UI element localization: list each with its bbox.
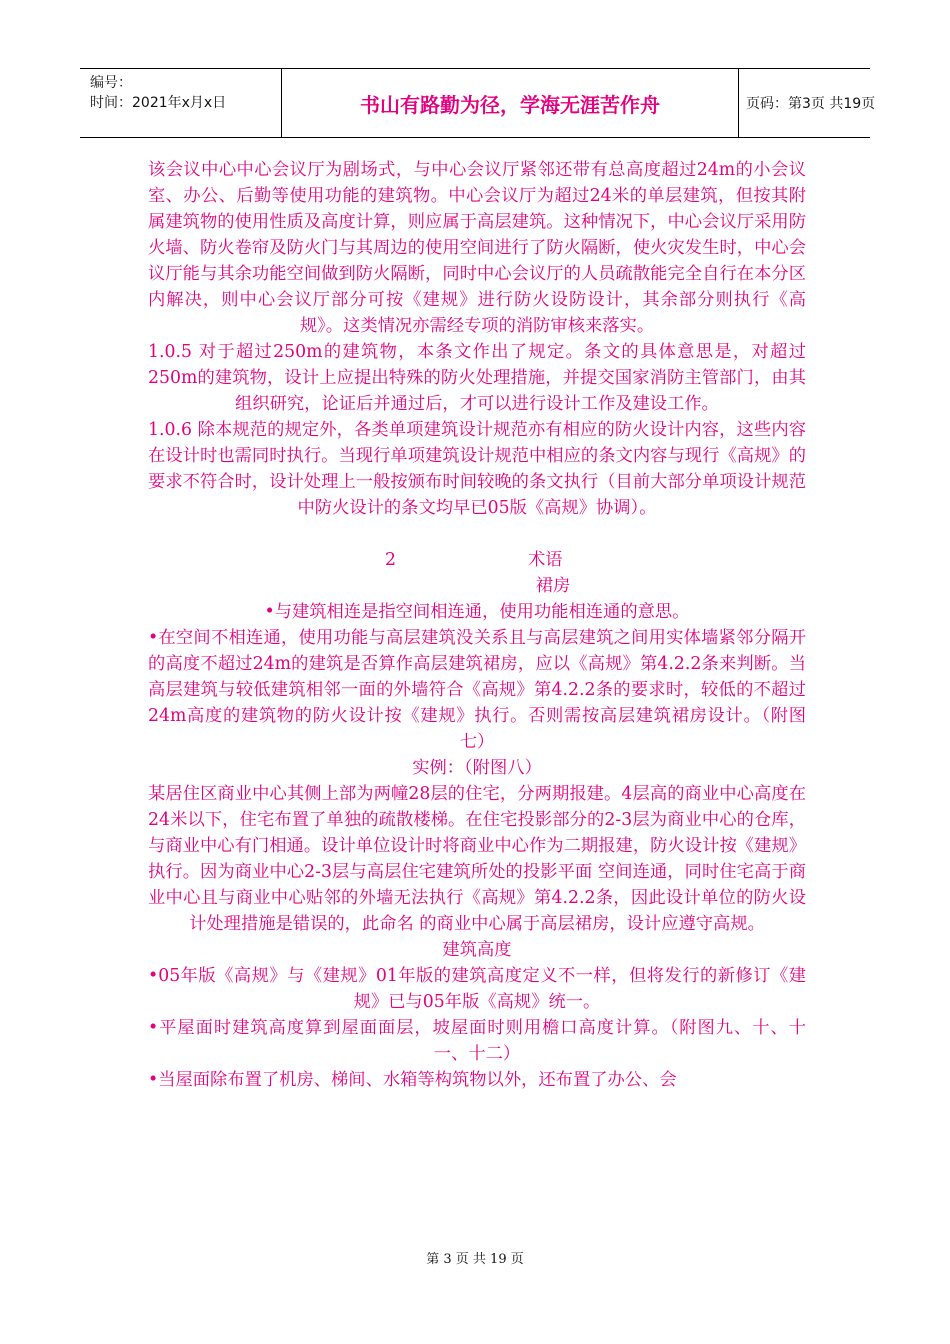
paragraph-conference-hall: 该会议中心中心会议厅为剧场式，与中心会议厅紧邻还带有总高度超过24m的小会议室、办公、后勤等使用功能的建筑物。中心会议厅为超过24米的单层建筑，但按其附属建筑物的使用性质及高度计算，则应属于高层建筑。这种情况下，中心会议厅采用防火墙、防火卷帘及防火门与其周边的使用空间进行了防火隔断，使火灾发生时，中心会议厅能与其余功能空间做到防火隔断，同时中心会议厅的人员疏散能完全自行在本分区内解决，则中心会议厅部分可按《建规》进行防火设防设计，其余部分则执行《高规》。这类情况亦需经专项的消防审核来落实。 [148, 160, 806, 336]
doc-date-label: 时间：2021年x月x日 [90, 95, 227, 111]
section-title: 术语 [528, 550, 563, 570]
subheading-podium: 裙房 [535, 576, 571, 596]
header-meta [80, 69, 280, 137]
page-footer: 第 3 页 共 19 页 [426, 1252, 524, 1267]
header-page-number: 页码：第3页 共19页 [746, 96, 876, 112]
example-heading: 实例：（附图八） [412, 758, 542, 778]
document-body [148, 157, 806, 1093]
subheading-building-height: 建筑高度 [442, 940, 512, 960]
doc-code-label: 编号： [90, 75, 132, 91]
paragraph-example: 某居住区商业中心其侧上部为两幢28层的住宅，分两期报建。4层高的商业中心高度在24米以下，住宅布置了单独的疏散楼梯。在住宅投影部分的2-3层为商业中心的仓库，与商业中心有门相通。设计单位设计时将商业中心作为二期报建，防火设计按《建规》执行。因为商业中心2-3层与高层住宅建筑所处的投影平面 空间连通，同时住宅高于商业中心且与商业中心贴邻的外墙无法执行《高规》第4.2.2条，因此设计单位的防火设计处理措施是错误的，此命名 的商业中心属于高层裙房，设计应遵守高规。 [148, 784, 806, 934]
bullet-connected-meaning: •与建筑相连是指空间相连通，使用功能相连通的意思。 [264, 602, 690, 622]
bullet-roof-height: •平屋面时建筑高度算到屋面面层，坡屋面时则用檐口高度计算。（附图九、十、十一、十二） [148, 1018, 806, 1064]
section-heading [148, 547, 806, 573]
bullet-height-definition: •05年版《高规》与《建规》01年版的建筑高度定义不一样，但将发行的新修订《建规》已与05年版《高规》统一。 [148, 966, 806, 1012]
page-header [80, 68, 876, 138]
section-number: 2 [385, 550, 396, 570]
paragraph-clause-1-0-5: 1.0.5 对于超过250m的建筑物，本条文作出了规定。条文的具体意思是，对超过250m的建筑物，设计上应提出特殊的防火处理措施，并提交国家消防主管部门，由其组织研究，论证后并通过后，才可以进行设计工作及建设工作。 [148, 342, 806, 414]
paragraph-clause-1-0-6: 1.0.6 除本规范的规定外，各类单项建筑设计规范亦有相应的防火设计内容，这些内容在设计时也需同时执行。当现行单项建筑设计规范中相应的条文内容与现行《高规》的要求不符合时，设计处理上一般按颁布时间较晚的条文执行（目前大部分单项设计规范中防火设计的条文均早已05版《高规》协调）。 [148, 420, 806, 518]
bullet-podium-criteria: •在空间不相连通，使用功能与高层建筑没关系且与高层建筑之间用实体墙紧邻分隔开的高度不超过24m的建筑是否算作高层建筑裙房，应以《高规》第4.2.2条来判断。当高层建筑与较低建筑相邻一面的外墙符合《高规》第4.2.2条的要求时，较低的不超过24m高度的建筑物的防火设计按《建规》执行。否则需按高层建筑裙房设计。（附图七） [148, 628, 806, 752]
bullet-roof-structures: •当屋面除布置了机房、梯间、水箱等构筑物以外，还布置了办公、会 [148, 1070, 677, 1090]
header-motto: 书山有路勤为径，学海无涯苦作舟 [281, 69, 739, 137]
